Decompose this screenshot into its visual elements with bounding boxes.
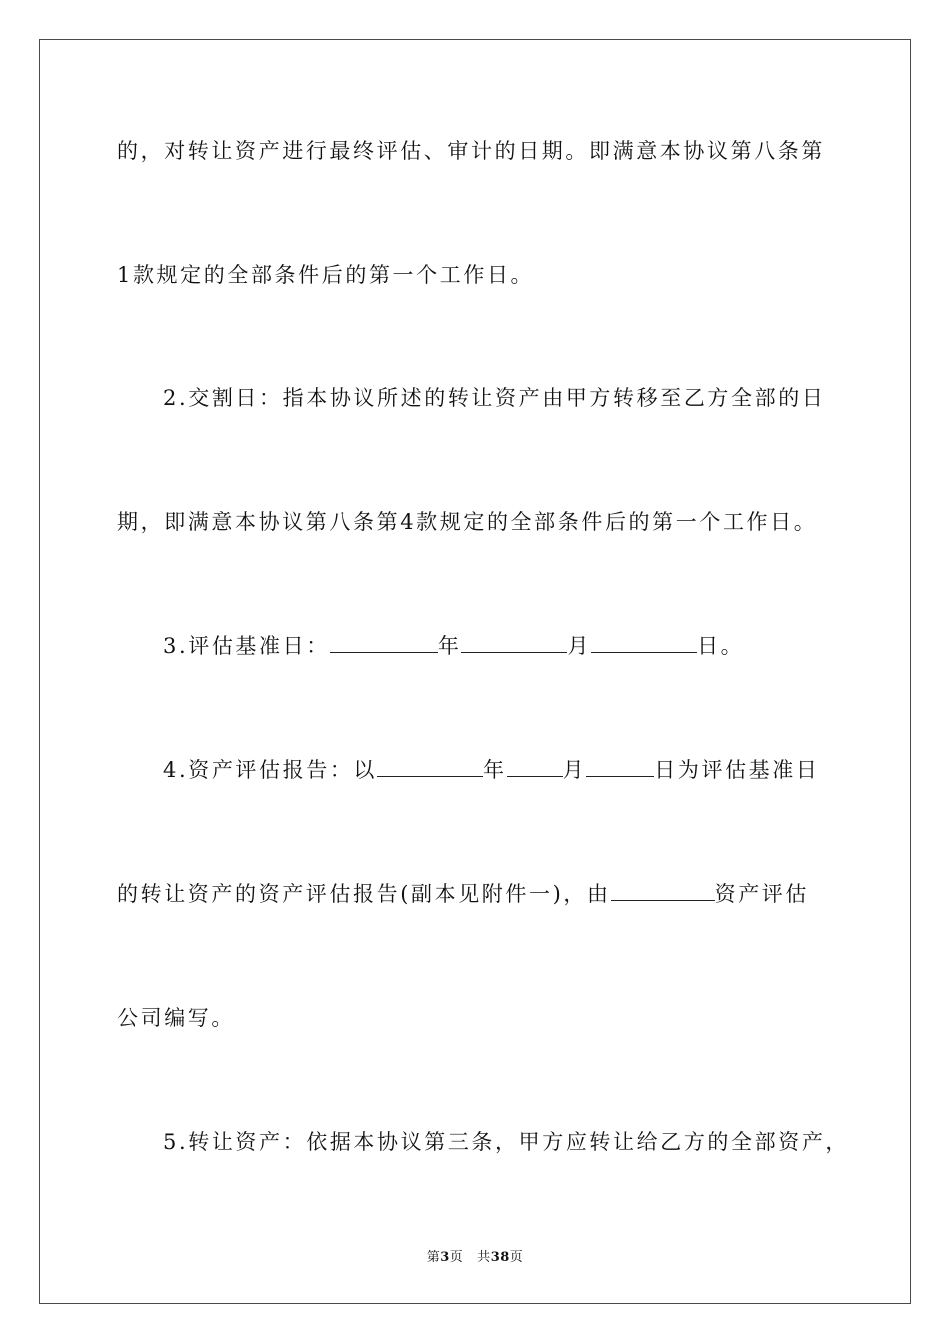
item-3-day: 日。 (697, 634, 745, 658)
item-4-label: 4.资产评估报告：以 (163, 758, 378, 782)
paragraph-line-2: 1款规定的全部条件后的第一个工作日。 (117, 263, 535, 287)
item-3-label: 3.评估基准日： (163, 634, 330, 658)
blank-company (611, 881, 715, 901)
blank-year (377, 757, 483, 777)
item-4-line-2-prefix: 的转让资产的资产评估报告(副本见附件一)，由 (117, 882, 611, 906)
blank-year (330, 633, 438, 653)
item-4-line-2 (117, 880, 837, 908)
item-4-month: 月 (562, 758, 587, 782)
item-4-line-3: 公司编写。 (117, 1006, 235, 1030)
footer-page-unit: 页 (449, 1250, 464, 1265)
item-3-valuation-date (163, 632, 883, 660)
footer-total-unit: 页 (509, 1250, 524, 1265)
item-4-line-1 (163, 756, 883, 784)
paragraph-line-3: 2.交割日：指本协议所述的转让资产由甲方转移至乙方全部的日 (163, 386, 826, 410)
blank-day (586, 757, 654, 777)
paragraph-line-1: 的，对转让资产进行最终评估、审计的日期。即满意本协议第八条第 (117, 139, 825, 163)
item-4-line-2-suffix: 资产评估 (714, 882, 809, 906)
blank-day (591, 633, 697, 653)
footer-total-prefix: 共 (477, 1250, 491, 1265)
footer-page-number: 3 (440, 1250, 450, 1265)
item-4-day-suffix: 日为评估基准日 (654, 758, 820, 782)
item-3-year: 年 (437, 634, 462, 658)
paragraph-line-4: 期，即满意本协议第八条第4款规定的全部条件后的第一个工作日。 (117, 510, 818, 534)
page-footer (0, 1246, 950, 1265)
item-4-year: 年 (483, 758, 507, 782)
footer-total-number: 38 (490, 1250, 510, 1265)
blank-month (461, 633, 567, 653)
item-5-line-1: 5.转让资产：依据本协议第三条，甲方应转让给乙方的全部资产， (163, 1130, 850, 1154)
blank-month (507, 757, 563, 777)
item-3-month: 月 (567, 634, 592, 658)
footer-page-prefix: 第 (426, 1250, 441, 1265)
page-border (39, 39, 911, 1304)
